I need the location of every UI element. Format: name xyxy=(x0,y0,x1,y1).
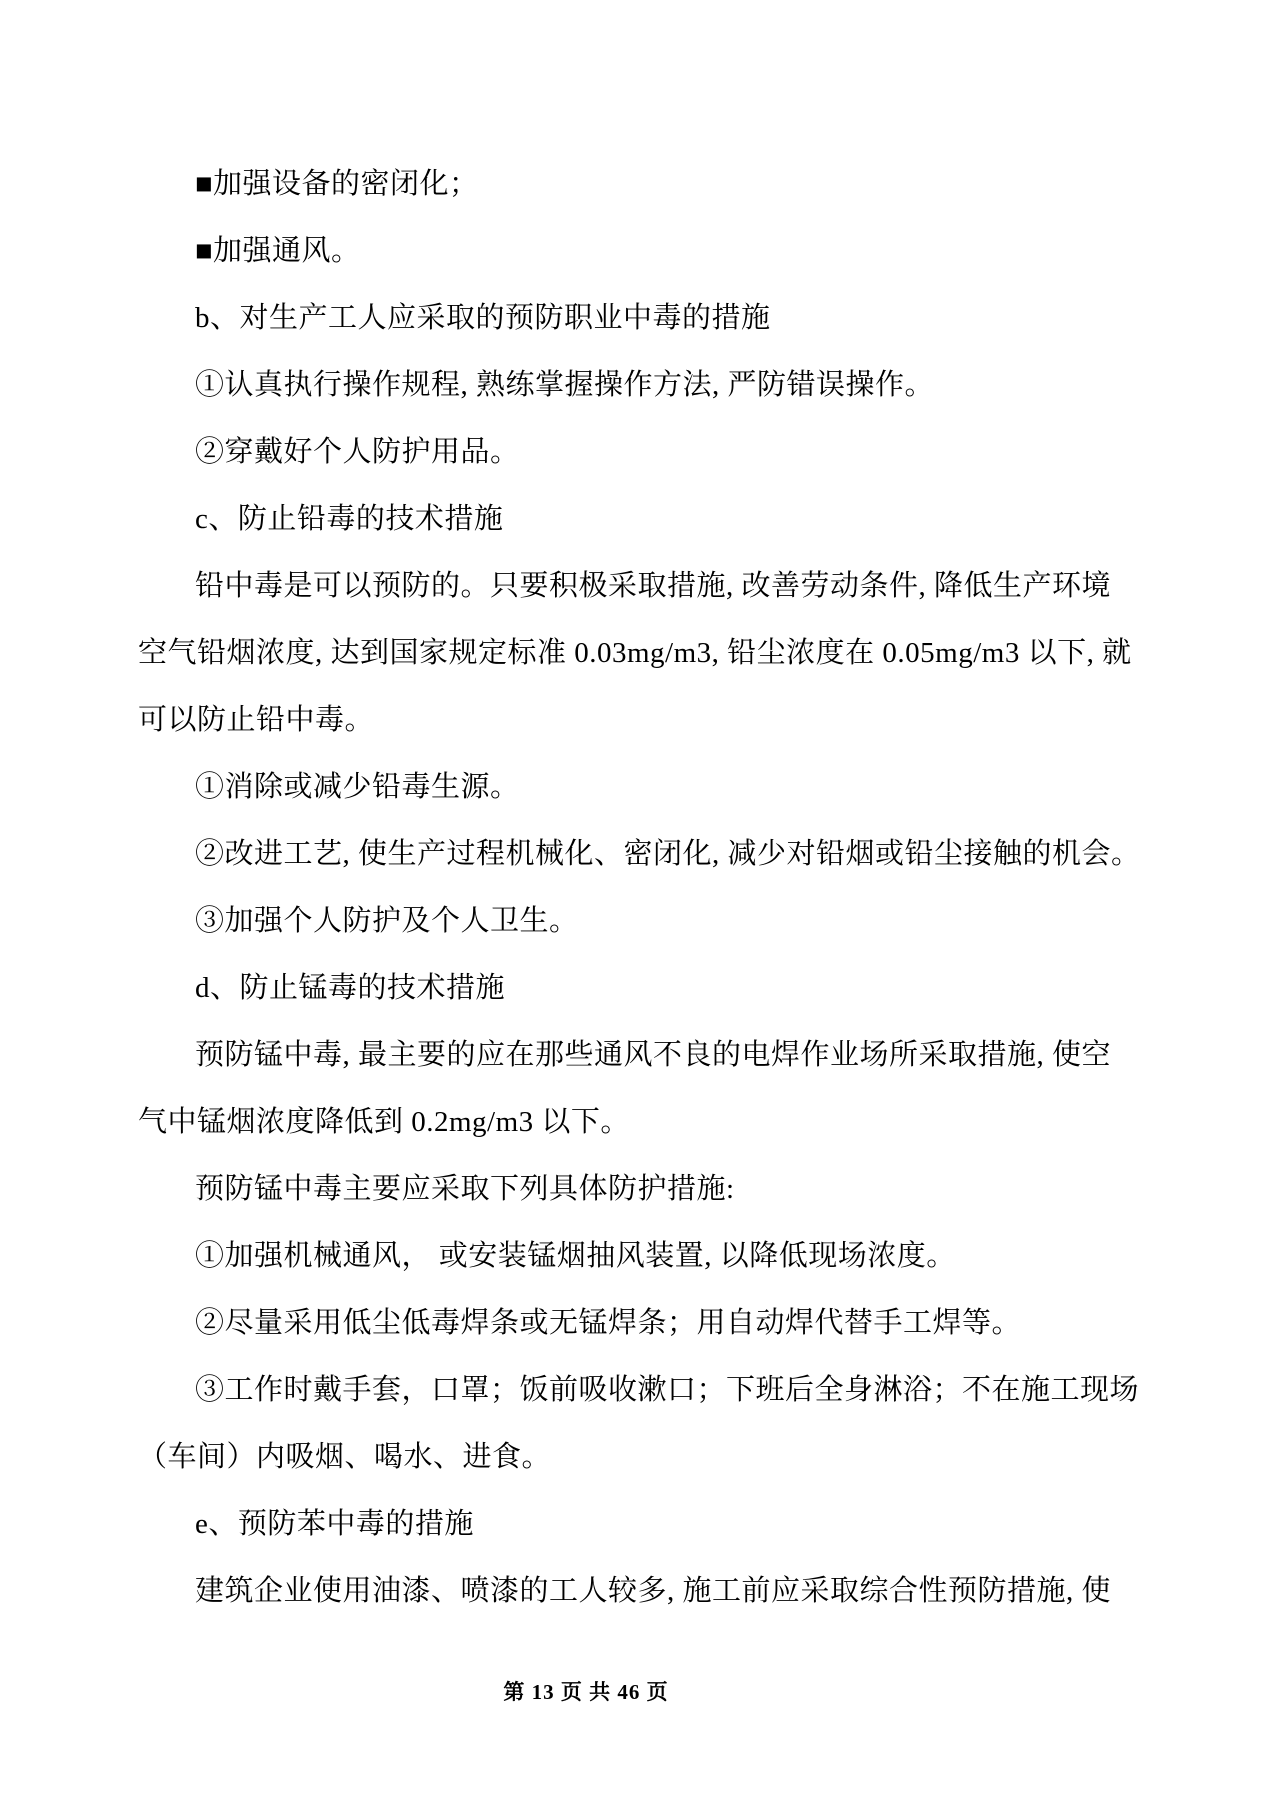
text-line: 预防锰中毒, 最主要的应在那些通风不良的电焊作业场所采取措施, 使空 xyxy=(195,1039,1112,1071)
text-line: （车间）内吸烟、喝水、进食。 xyxy=(138,1441,552,1473)
text-line: ②穿戴好个人防护用品。 xyxy=(195,436,520,468)
text-line: ③加强个人防护及个人卫生。 xyxy=(195,905,579,937)
text-line: 铅中毒是可以预防的。只要积极采取措施, 改善劳动条件, 降低生产环境 xyxy=(195,570,1112,602)
text-line: ①消除或减少铅毒生源。 xyxy=(195,771,520,803)
text-line: 建筑企业使用油漆、喷漆的工人较多, 施工前应采取综合性预防措施, 使 xyxy=(195,1575,1112,1607)
text-line: c、防止铅毒的技术措施 xyxy=(195,503,504,535)
text-line: ②改进工艺, 使生产过程机械化、密闭化, 减少对铅烟或铅尘接触的机会。 xyxy=(195,838,1141,870)
text-line: ①加强机械通风， 或安装锰烟抽风装置, 以降低现场浓度。 xyxy=(195,1240,956,1272)
text-line: 预防锰中毒主要应采取下列具体防护措施: xyxy=(195,1173,735,1205)
text-line: ①认真执行操作规程, 熟练掌握操作方法, 严防错误操作。 xyxy=(195,369,935,401)
text-line: 空气铅烟浓度, 达到国家规定标准 0.03mg/m3, 铅尘浓度在 0.05mg/m3 以下, 就 xyxy=(138,637,1132,669)
text-line: e、预防苯中毒的措施 xyxy=(195,1508,474,1540)
text-line: ■加强通风。 xyxy=(195,235,361,267)
text-line: d、防止锰毒的技术措施 xyxy=(195,972,506,1004)
text-line: ③工作时戴手套，口罩；饭前吸收漱口；下班后全身淋浴；不在施工现场 xyxy=(195,1374,1140,1406)
text-line: 气中锰烟浓度降低到 0.2mg/m3 以下。 xyxy=(138,1106,630,1138)
text-line: 可以防止铅中毒。 xyxy=(138,704,375,736)
page-footer: 第 13 页 共 46 页 xyxy=(503,1680,669,1704)
text-line: ②尽量采用低尘低毒焊条或无锰焊条；用自动焊代替手工焊等。 xyxy=(195,1307,1022,1339)
text-line: b、对生产工人应采取的预防职业中毒的措施 xyxy=(195,302,771,334)
text-line: ■加强设备的密闭化； xyxy=(195,168,479,200)
document-body xyxy=(138,151,1142,1625)
